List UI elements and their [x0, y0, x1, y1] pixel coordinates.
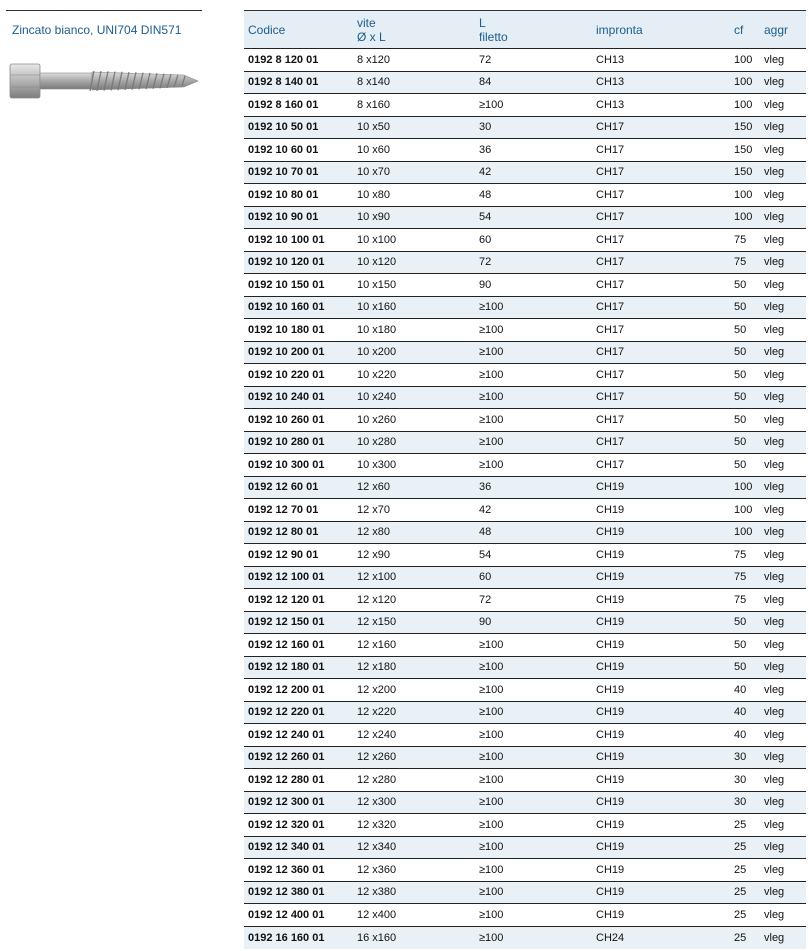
cell-cf: 100 [730, 49, 760, 72]
table-row [244, 544, 806, 567]
cell-filetto: ≥100 [475, 341, 592, 364]
cell-impronta: CH17 [592, 296, 730, 319]
cell-vite: 10 x260 [353, 409, 475, 432]
cell-vite: 12 x380 [353, 881, 475, 904]
cell-aggr: vleg [760, 454, 806, 477]
cell-codice: 0192 16 160 01 [244, 926, 353, 949]
cell-vite: 8 x120 [353, 49, 475, 72]
cell-impronta: CH19 [592, 521, 730, 544]
cell-cf: 75 [730, 251, 760, 274]
table-row [244, 49, 806, 72]
cell-impronta: CH19 [592, 589, 730, 612]
table-row [244, 724, 806, 747]
cell-codice: 0192 12 200 01 [244, 679, 353, 702]
cell-filetto: ≥100 [475, 656, 592, 679]
cell-vite: 10 x160 [353, 296, 475, 319]
cell-vite: 10 x180 [353, 319, 475, 342]
cell-filetto: 42 [475, 499, 592, 522]
table-row [244, 274, 806, 297]
cell-codice: 0192 10 300 01 [244, 454, 353, 477]
table-row [244, 589, 806, 612]
cell-cf: 100 [730, 94, 760, 117]
cell-codice: 0192 10 240 01 [244, 386, 353, 409]
table-row [244, 926, 806, 949]
cell-codice: 0192 10 50 01 [244, 116, 353, 139]
cell-filetto: 42 [475, 161, 592, 184]
table-row [244, 319, 806, 342]
cell-codice: 0192 10 90 01 [244, 206, 353, 229]
cell-impronta: CH17 [592, 184, 730, 207]
cell-filetto: 72 [475, 49, 592, 72]
cell-cf: 100 [730, 184, 760, 207]
header-aggr: aggr [764, 22, 789, 37]
cell-codice: 0192 10 100 01 [244, 229, 353, 252]
cell-filetto: ≥100 [475, 679, 592, 702]
table-row [244, 71, 806, 94]
cell-impronta: CH17 [592, 409, 730, 432]
cell-vite: 10 x100 [353, 229, 475, 252]
cell-vite: 8 x160 [353, 94, 475, 117]
cell-cf: 150 [730, 161, 760, 184]
cell-filetto: 60 [475, 229, 592, 252]
cell-aggr: vleg [760, 161, 806, 184]
cell-vite: 12 x90 [353, 544, 475, 567]
table-row [244, 229, 806, 252]
table-row [244, 611, 806, 634]
table-row [244, 94, 806, 117]
cell-impronta: CH19 [592, 499, 730, 522]
cell-codice: 0192 10 150 01 [244, 274, 353, 297]
cell-aggr: vleg [760, 836, 806, 859]
table-row [244, 454, 806, 477]
cell-codice: 0192 10 280 01 [244, 431, 353, 454]
table-row [244, 904, 806, 927]
table-row [244, 521, 806, 544]
cell-cf: 75 [730, 229, 760, 252]
cell-filetto: ≥100 [475, 94, 592, 117]
cell-filetto: ≥100 [475, 769, 592, 792]
cell-vite: 12 x280 [353, 769, 475, 792]
cell-cf: 100 [730, 206, 760, 229]
cell-codice: 0192 12 70 01 [244, 499, 353, 522]
cell-codice: 0192 12 240 01 [244, 724, 353, 747]
cell-aggr: vleg [760, 679, 806, 702]
cell-aggr: vleg [760, 139, 806, 162]
cell-vite: 12 x60 [353, 476, 475, 499]
cell-impronta: CH17 [592, 319, 730, 342]
cell-filetto: ≥100 [475, 701, 592, 724]
table-row [244, 409, 806, 432]
cell-vite: 12 x360 [353, 859, 475, 882]
table-row [244, 341, 806, 364]
hex-head-lag-screw-icon [8, 58, 203, 108]
cell-aggr: vleg [760, 386, 806, 409]
cell-impronta: CH19 [592, 679, 730, 702]
cell-cf: 50 [730, 611, 760, 634]
cell-vite: 10 x220 [353, 364, 475, 387]
table-row [244, 499, 806, 522]
cell-impronta: CH17 [592, 341, 730, 364]
cell-cf: 25 [730, 881, 760, 904]
cell-impronta: CH17 [592, 116, 730, 139]
cell-impronta: CH17 [592, 454, 730, 477]
cell-aggr: vleg [760, 544, 806, 567]
cell-cf: 40 [730, 679, 760, 702]
cell-aggr: vleg [760, 206, 806, 229]
cell-filetto: ≥100 [475, 724, 592, 747]
cell-filetto: ≥100 [475, 634, 592, 657]
cell-cf: 50 [730, 409, 760, 432]
table-row [244, 746, 806, 769]
table-row [244, 814, 806, 837]
cell-impronta: CH17 [592, 161, 730, 184]
cell-filetto: ≥100 [475, 364, 592, 387]
cell-filetto: ≥100 [475, 814, 592, 837]
cell-impronta: CH19 [592, 566, 730, 589]
table-row [244, 431, 806, 454]
table-row [244, 679, 806, 702]
cell-aggr: vleg [760, 409, 806, 432]
cell-cf: 50 [730, 386, 760, 409]
cell-filetto: ≥100 [475, 926, 592, 949]
table-row [244, 161, 806, 184]
cell-vite: 12 x180 [353, 656, 475, 679]
product-sidebar [6, 10, 202, 44]
cell-impronta: CH19 [592, 769, 730, 792]
cell-filetto: 54 [475, 206, 592, 229]
cell-cf: 50 [730, 431, 760, 454]
cell-aggr: vleg [760, 724, 806, 747]
cell-cf: 25 [730, 926, 760, 949]
cell-cf: 25 [730, 836, 760, 859]
cell-impronta: CH17 [592, 139, 730, 162]
cell-vite: 10 x70 [353, 161, 475, 184]
cell-filetto: ≥100 [475, 386, 592, 409]
cell-codice: 0192 12 180 01 [244, 656, 353, 679]
cell-impronta: CH19 [592, 724, 730, 747]
cell-codice: 0192 12 90 01 [244, 544, 353, 567]
cell-impronta: CH13 [592, 49, 730, 72]
cell-cf: 100 [730, 499, 760, 522]
cell-codice: 0192 10 200 01 [244, 341, 353, 364]
cell-codice: 0192 12 80 01 [244, 521, 353, 544]
cell-vite: 12 x260 [353, 746, 475, 769]
product-table-container [244, 10, 806, 949]
cell-filetto: 36 [475, 139, 592, 162]
cell-aggr: vleg [760, 296, 806, 319]
cell-filetto: ≥100 [475, 454, 592, 477]
cell-cf: 25 [730, 859, 760, 882]
cell-impronta: CH24 [592, 926, 730, 949]
cell-vite: 12 x240 [353, 724, 475, 747]
table-row [244, 769, 806, 792]
cell-cf: 50 [730, 341, 760, 364]
cell-aggr: vleg [760, 926, 806, 949]
cell-impronta: CH19 [592, 836, 730, 859]
cell-cf: 50 [730, 454, 760, 477]
cell-filetto: ≥100 [475, 409, 592, 432]
cell-vite: 10 x240 [353, 386, 475, 409]
cell-aggr: vleg [760, 791, 806, 814]
cell-impronta: CH17 [592, 274, 730, 297]
cell-codice: 0192 12 400 01 [244, 904, 353, 927]
cell-cf: 75 [730, 566, 760, 589]
cell-codice: 0192 10 70 01 [244, 161, 353, 184]
cell-codice: 0192 10 260 01 [244, 409, 353, 432]
table-row [244, 184, 806, 207]
cell-aggr: vleg [760, 184, 806, 207]
cell-codice: 0192 12 280 01 [244, 769, 353, 792]
cell-filetto: ≥100 [475, 881, 592, 904]
cell-cf: 100 [730, 71, 760, 94]
cell-impronta: CH17 [592, 251, 730, 274]
cell-cf: 100 [730, 521, 760, 544]
cell-impronta: CH17 [592, 386, 730, 409]
cell-vite: 8 x140 [353, 71, 475, 94]
cell-cf: 150 [730, 116, 760, 139]
cell-codice: 0192 10 80 01 [244, 184, 353, 207]
cell-aggr: vleg [760, 251, 806, 274]
cell-impronta: CH17 [592, 229, 730, 252]
cell-filetto: 72 [475, 251, 592, 274]
table-row [244, 116, 806, 139]
cell-aggr: vleg [760, 319, 806, 342]
cell-codice: 0192 10 220 01 [244, 364, 353, 387]
table-row [244, 476, 806, 499]
header-l-filetto: L filetto [479, 15, 508, 44]
cell-aggr: vleg [760, 611, 806, 634]
cell-vite: 10 x280 [353, 431, 475, 454]
cell-codice: 0192 12 100 01 [244, 566, 353, 589]
cell-impronta: CH19 [592, 544, 730, 567]
cell-codice: 0192 12 380 01 [244, 881, 353, 904]
header-codice: Codice [248, 22, 286, 37]
table-body [244, 49, 806, 949]
cell-vite: 10 x200 [353, 341, 475, 364]
cell-cf: 50 [730, 634, 760, 657]
cell-aggr: vleg [760, 499, 806, 522]
cell-filetto: ≥100 [475, 746, 592, 769]
cell-aggr: vleg [760, 116, 806, 139]
cell-codice: 0192 8 160 01 [244, 94, 353, 117]
cell-aggr: vleg [760, 701, 806, 724]
cell-cf: 150 [730, 139, 760, 162]
cell-aggr: vleg [760, 881, 806, 904]
table-row [244, 364, 806, 387]
cell-vite: 12 x160 [353, 634, 475, 657]
cell-filetto: 48 [475, 184, 592, 207]
cell-impronta: CH19 [592, 791, 730, 814]
product-title: Zincato bianco, UNI704 DIN571 [6, 10, 202, 44]
cell-filetto: 30 [475, 116, 592, 139]
cell-cf: 50 [730, 364, 760, 387]
cell-cf: 50 [730, 296, 760, 319]
cell-cf: 25 [730, 904, 760, 927]
cell-codice: 0192 10 120 01 [244, 251, 353, 274]
table-row [244, 296, 806, 319]
cell-cf: 30 [730, 746, 760, 769]
cell-impronta: CH19 [592, 814, 730, 837]
cell-aggr: vleg [760, 589, 806, 612]
cell-impronta: CH19 [592, 656, 730, 679]
cell-aggr: vleg [760, 229, 806, 252]
cell-cf: 50 [730, 319, 760, 342]
table-row [244, 634, 806, 657]
cell-cf: 75 [730, 544, 760, 567]
cell-aggr: vleg [760, 71, 806, 94]
cell-codice: 0192 8 140 01 [244, 71, 353, 94]
cell-impronta: CH19 [592, 701, 730, 724]
cell-codice: 0192 12 150 01 [244, 611, 353, 634]
table-header-row [244, 11, 806, 49]
cell-codice: 0192 10 160 01 [244, 296, 353, 319]
cell-codice: 0192 10 180 01 [244, 319, 353, 342]
cell-vite: 12 x120 [353, 589, 475, 612]
cell-codice: 0192 12 60 01 [244, 476, 353, 499]
cell-codice: 0192 12 260 01 [244, 746, 353, 769]
table-row [244, 836, 806, 859]
cell-filetto: ≥100 [475, 319, 592, 342]
cell-cf: 30 [730, 791, 760, 814]
cell-vite: 12 x200 [353, 679, 475, 702]
cell-codice: 0192 12 220 01 [244, 701, 353, 724]
cell-codice: 0192 12 300 01 [244, 791, 353, 814]
cell-aggr: vleg [760, 746, 806, 769]
cell-codice: 0192 8 120 01 [244, 49, 353, 72]
cell-cf: 40 [730, 724, 760, 747]
cell-filetto: ≥100 [475, 431, 592, 454]
cell-vite: 10 x90 [353, 206, 475, 229]
cell-filetto: 60 [475, 566, 592, 589]
cell-vite: 16 x160 [353, 926, 475, 949]
cell-impronta: CH19 [592, 904, 730, 927]
table-row [244, 566, 806, 589]
cell-impronta: CH19 [592, 746, 730, 769]
cell-vite: 12 x320 [353, 814, 475, 837]
cell-codice: 0192 12 160 01 [244, 634, 353, 657]
cell-cf: 75 [730, 589, 760, 612]
cell-vite: 12 x70 [353, 499, 475, 522]
header-impronta: impronta [596, 22, 643, 37]
product-table [244, 10, 806, 949]
cell-codice: 0192 12 320 01 [244, 814, 353, 837]
cell-cf: 50 [730, 656, 760, 679]
cell-impronta: CH17 [592, 206, 730, 229]
cell-aggr: vleg [760, 904, 806, 927]
cell-vite: 10 x300 [353, 454, 475, 477]
table-row [244, 859, 806, 882]
cell-cf: 100 [730, 476, 760, 499]
cell-vite: 12 x80 [353, 521, 475, 544]
cell-cf: 40 [730, 701, 760, 724]
cell-cf: 25 [730, 814, 760, 837]
cell-impronta: CH19 [592, 476, 730, 499]
cell-vite: 12 x150 [353, 611, 475, 634]
cell-aggr: vleg [760, 341, 806, 364]
cell-filetto: ≥100 [475, 904, 592, 927]
cell-codice: 0192 12 340 01 [244, 836, 353, 859]
table-row [244, 791, 806, 814]
cell-aggr: vleg [760, 431, 806, 454]
cell-aggr: vleg [760, 364, 806, 387]
cell-vite: 10 x150 [353, 274, 475, 297]
cell-filetto: 72 [475, 589, 592, 612]
cell-aggr: vleg [760, 49, 806, 72]
cell-filetto: 90 [475, 274, 592, 297]
cell-codice: 0192 12 360 01 [244, 859, 353, 882]
cell-filetto: 36 [475, 476, 592, 499]
cell-vite: 10 x60 [353, 139, 475, 162]
cell-impronta: CH19 [592, 881, 730, 904]
cell-vite: 10 x80 [353, 184, 475, 207]
cell-aggr: vleg [760, 274, 806, 297]
cell-aggr: vleg [760, 859, 806, 882]
table-row [244, 386, 806, 409]
cell-filetto: ≥100 [475, 791, 592, 814]
cell-filetto: 90 [475, 611, 592, 634]
cell-filetto: ≥100 [475, 836, 592, 859]
cell-impronta: CH19 [592, 634, 730, 657]
cell-aggr: vleg [760, 814, 806, 837]
cell-filetto: 48 [475, 521, 592, 544]
cell-filetto: ≥100 [475, 859, 592, 882]
cell-impronta: CH13 [592, 71, 730, 94]
cell-vite: 12 x100 [353, 566, 475, 589]
cell-aggr: vleg [760, 476, 806, 499]
header-cf: cf [734, 22, 744, 37]
cell-aggr: vleg [760, 521, 806, 544]
cell-vite: 12 x300 [353, 791, 475, 814]
table-row [244, 656, 806, 679]
cell-impronta: CH17 [592, 431, 730, 454]
cell-impronta: CH19 [592, 859, 730, 882]
cell-impronta: CH13 [592, 94, 730, 117]
cell-impronta: CH17 [592, 364, 730, 387]
cell-vite: 10 x50 [353, 116, 475, 139]
cell-cf: 30 [730, 769, 760, 792]
table-row [244, 881, 806, 904]
cell-aggr: vleg [760, 566, 806, 589]
cell-codice: 0192 12 120 01 [244, 589, 353, 612]
cell-vite: 10 x120 [353, 251, 475, 274]
cell-vite: 12 x400 [353, 904, 475, 927]
table-row [244, 701, 806, 724]
cell-impronta: CH19 [592, 611, 730, 634]
cell-cf: 50 [730, 274, 760, 297]
table-row [244, 206, 806, 229]
cell-codice: 0192 10 60 01 [244, 139, 353, 162]
cell-vite: 12 x340 [353, 836, 475, 859]
cell-aggr: vleg [760, 656, 806, 679]
cell-filetto: 84 [475, 71, 592, 94]
cell-filetto: 54 [475, 544, 592, 567]
cell-aggr: vleg [760, 634, 806, 657]
cell-aggr: vleg [760, 94, 806, 117]
cell-aggr: vleg [760, 769, 806, 792]
header-vite: vite Ø x L [357, 15, 386, 44]
table-row [244, 251, 806, 274]
cell-filetto: ≥100 [475, 296, 592, 319]
table-row [244, 139, 806, 162]
cell-vite: 12 x220 [353, 701, 475, 724]
